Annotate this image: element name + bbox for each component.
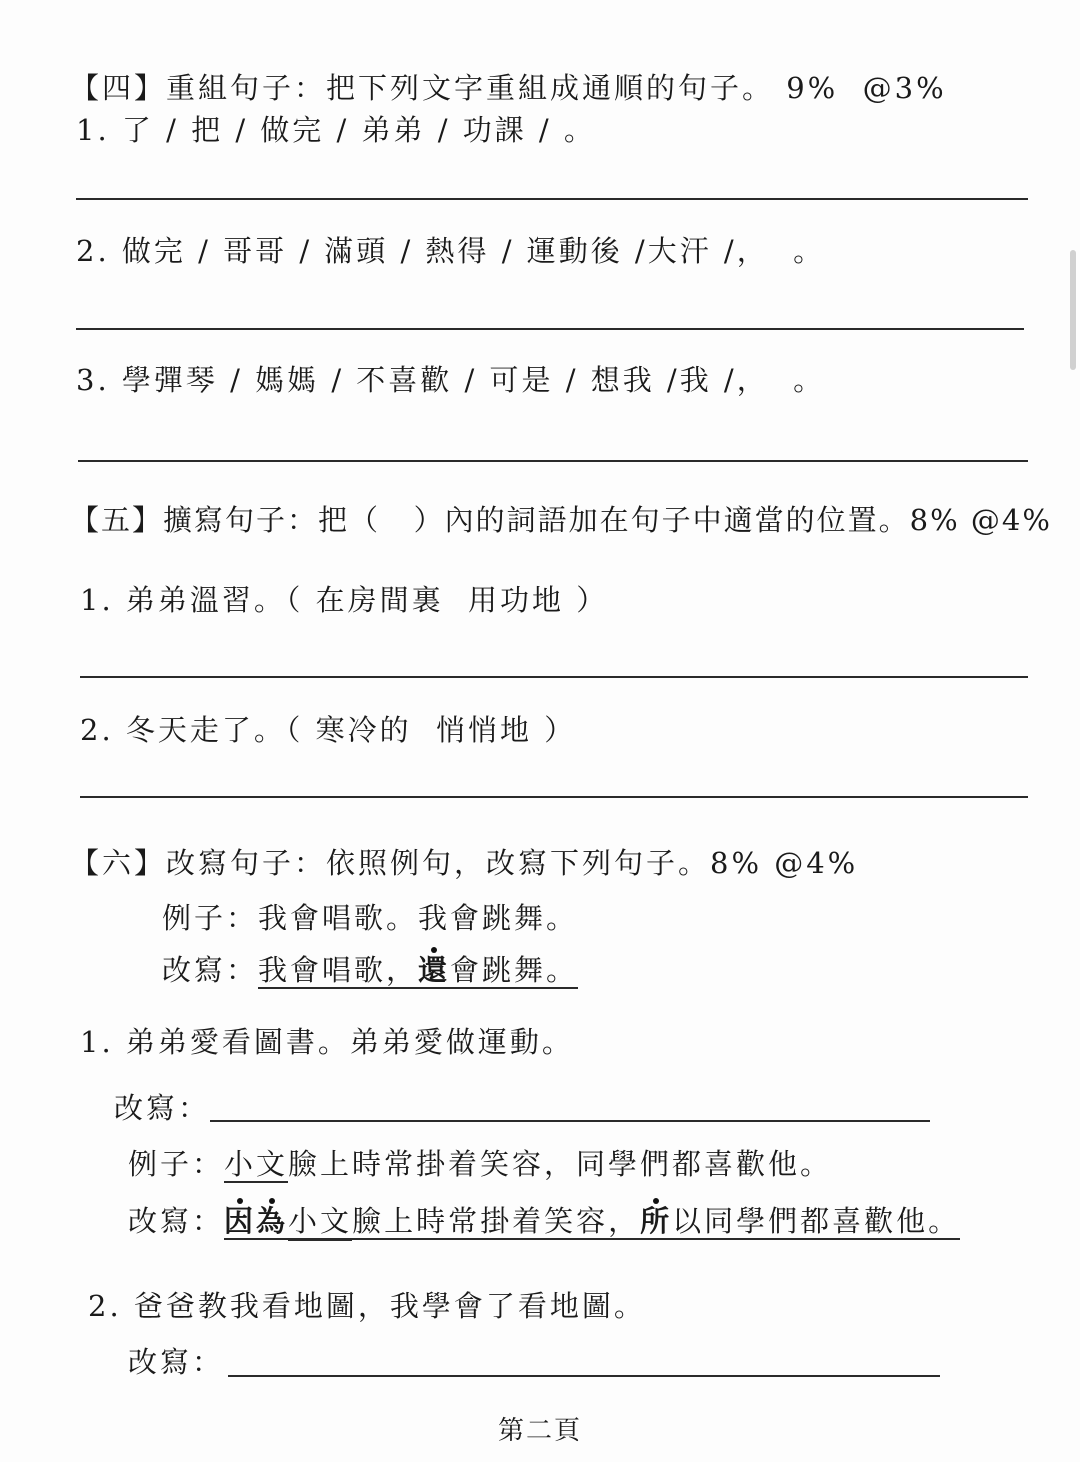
question-6-2: 2. 爸爸教我看地圖，我學會了看地圖。 <box>88 1289 646 1323</box>
example-1 <box>162 900 578 936</box>
answer-line-4-3[interactable] <box>78 460 1028 462</box>
section-5-heading: 【五】擴寫句子：把（ ）內的詞語加在句子中適當的位置。8% @4% <box>70 503 1052 537</box>
rewrite-2-emphasis-because-2: 為 <box>256 1204 289 1238</box>
answer-line-6-1[interactable] <box>210 1120 930 1122</box>
example-1-label: 例子： <box>162 901 259 935</box>
answer-line-5-2[interactable] <box>80 796 1028 798</box>
page-number: 第二頁 <box>497 1416 582 1446</box>
scrollbar-thumb[interactable] <box>1070 250 1076 370</box>
question-4-2: 2. 做完 / 哥哥 / 滿頭 / 熱得 / 運動後 /大汗 /， 。 <box>76 234 826 268</box>
question-6-1: 1. 弟弟愛看圖書。弟弟愛做運動。 <box>80 1025 574 1059</box>
example-1-text: 我會唱歌。我會跳舞。 <box>258 901 579 935</box>
question-6-1-answer-label: 改寫： <box>114 1091 211 1125</box>
section-4-heading: 【四】重組句子：把下列文字重組成通順的句子。 9% @3% <box>70 71 947 105</box>
question-5-1: 1. 弟弟溫習。（ 在房間裏 用功地 ） <box>80 583 609 617</box>
rewrite-1-part-b: 會跳舞。 <box>450 953 579 987</box>
example-2-name: 小文 <box>224 1147 289 1181</box>
question-5-2: 2. 冬天走了。（ 寒冷的 悄悄地 ） <box>80 713 577 747</box>
rewrite-2-sentence <box>224 1204 960 1240</box>
rewrite-example-2 <box>128 1203 960 1239</box>
answer-line-5-1[interactable] <box>80 676 1028 678</box>
section-6-heading: 【六】改寫句子：依照例句，改寫下列句子。8% @4% <box>70 846 859 880</box>
answer-line-4-2[interactable] <box>76 328 1024 330</box>
rewrite-2-emphasis-because-1: 因 <box>224 1204 257 1238</box>
question-6-2-answer-label: 改寫： <box>128 1345 225 1379</box>
question-4-3: 3. 學彈琴 / 媽媽 / 不喜歡 / 可是 / 想我 /我 /， 。 <box>76 363 826 397</box>
answer-line-4-1[interactable] <box>76 198 1028 200</box>
rewrite-1-sentence <box>258 953 578 989</box>
rewrite-2-end: 以同學們都喜歡他。 <box>672 1204 961 1238</box>
rewrite-1-part-a: 我會唱歌， <box>258 953 419 987</box>
rewrite-1-emphasis-still: 還 <box>418 953 451 987</box>
rewrite-2-label: 改寫： <box>128 1204 225 1238</box>
rewrite-example-1 <box>162 952 578 988</box>
rewrite-2-middle: 臉上時常掛着笑容， <box>352 1204 641 1238</box>
example-2 <box>128 1146 832 1182</box>
rewrite-2-name: 小文 <box>288 1204 352 1241</box>
rewrite-1-label: 改寫： <box>162 953 259 987</box>
example-2-rest: 臉上時常掛着笑容，同學們都喜歡他。 <box>288 1147 833 1181</box>
example-2-label: 例子： <box>128 1147 225 1181</box>
rewrite-2-emphasis-so: 所 <box>640 1204 673 1238</box>
question-4-1: 1. 了 / 把 / 做完 / 弟弟 / 功課 / 。 <box>76 113 596 147</box>
answer-line-6-2[interactable] <box>228 1375 940 1377</box>
